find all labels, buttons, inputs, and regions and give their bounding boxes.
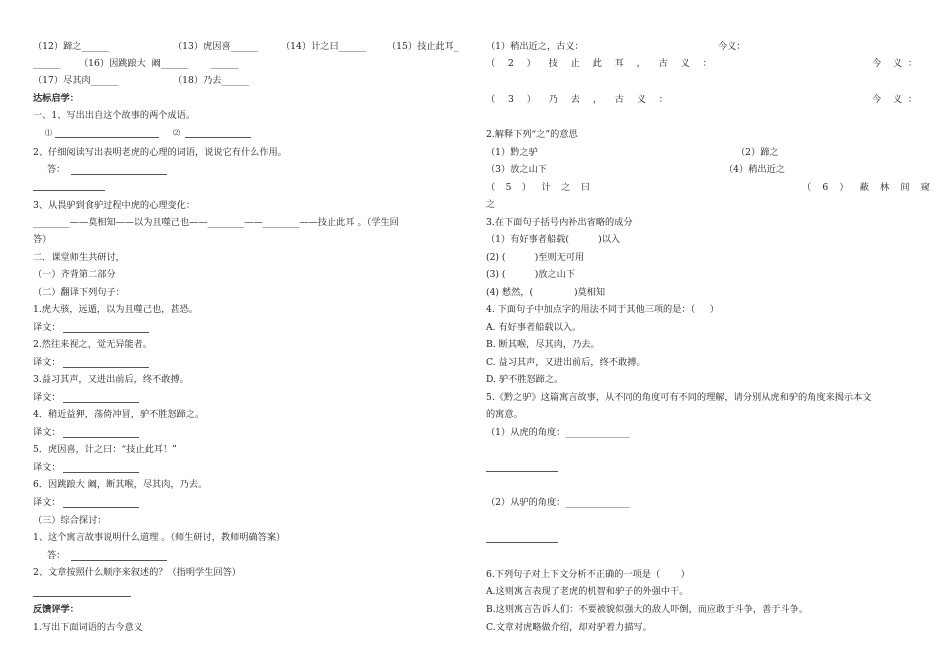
question-3: 3、从畏驴到食驴过程中虎的心理变化： <box>33 200 196 211</box>
text-char: 止 <box>570 58 580 69</box>
q3-chain: ________——莫相知——以为且噬己也——________——________——技止此耳 。（学生回 <box>33 217 399 228</box>
word-3-ancient <box>486 93 668 106</box>
feedback-1: 1.写出下面词语的古今意义 <box>33 622 143 633</box>
text-char: ） <box>521 182 532 193</box>
sentence-6: 6．因跳踉大 阚，断其喉，尽其肉，乃去。 <box>33 479 208 490</box>
row-17: （17）尽其肉______ <box>33 75 119 86</box>
answer-blank[interactable] <box>63 507 139 508</box>
omission-3: (3) ( )放之山下 <box>486 269 576 280</box>
text-char: 6 <box>822 182 829 193</box>
text-char: ） <box>526 94 536 105</box>
text-char: 此 <box>592 58 602 69</box>
option-b: B. 断其喉，尽其肉，乃去。 <box>486 339 600 350</box>
sentence-2: 2.然往来视之，觉无异能者。 <box>33 339 153 350</box>
answer-blank[interactable] <box>63 437 139 438</box>
part-2-item-3: （三）综合探讨： <box>33 515 107 526</box>
text-char: 蔽 <box>859 182 869 193</box>
answer-label: 答： <box>47 164 66 175</box>
text-char: 2 <box>508 58 514 69</box>
row-16-extra: ______ <box>211 58 239 69</box>
answer-blank[interactable] <box>33 596 131 597</box>
answer-blank[interactable] <box>71 560 167 561</box>
discussion-1: 1、这个寓言故事说明什么道理 。（师生研讨，教师明确答案） <box>33 532 286 543</box>
text-char: 5 <box>505 182 512 193</box>
text-char: ， <box>636 58 646 69</box>
text-char: 古 <box>614 94 624 105</box>
text-char: ， <box>592 94 602 105</box>
text-char: 之 <box>561 182 571 193</box>
text-char: （ <box>486 58 496 69</box>
question-5-tail: 的寓意。 <box>486 409 523 420</box>
text-char: ： <box>702 58 712 69</box>
word-1-ancient: （1）稍出近之，古义： <box>486 41 584 52</box>
text-char: 窥 <box>920 182 930 193</box>
answer-blank[interactable] <box>63 402 139 403</box>
option-c: C.文章对虎略做介绍，却对驴着力描写。 <box>486 622 652 633</box>
row-16: （16）因跳踉大 阚______ <box>79 58 189 69</box>
translation-label: 译文： <box>33 392 61 403</box>
word-2-modern: 今 义 ： <box>872 58 918 69</box>
word-3-modern: 今 义 ： <box>872 94 918 105</box>
row-18: （18）乃去______ <box>173 75 250 86</box>
omission-2: (2) ( )至则无可用 <box>486 252 585 263</box>
sentence-1: 1.虎大骇，远遁，以为且噬己也，甚恐。 <box>33 304 198 315</box>
answer-blank[interactable] <box>55 137 159 138</box>
donkey-view: （2）从驴的角度：______________ <box>486 497 630 508</box>
question-5: 5.《黔之驴》这篇寓言故事，从不同的角度可有不同的理解，请分别从虎和驴的角度来揭示本文 <box>486 392 872 403</box>
word-2-ancient <box>486 57 712 70</box>
option-a: A. 有好事者船载以入。 <box>486 322 582 333</box>
zhi-item-6 <box>802 181 930 194</box>
answer-blank[interactable] <box>185 137 251 138</box>
part-2-heading: 二．课堂师生共研讨， <box>33 252 125 263</box>
text-char: 技 <box>548 58 558 69</box>
omission-4: (4) 憖然，( )莫相知 <box>486 287 606 298</box>
question-2: 2、仔细阅读写出表明老虎的心理的词语，说说它有什么作用。 <box>33 147 287 158</box>
text-char: 古 <box>658 58 668 69</box>
text-char: 林 <box>880 182 890 193</box>
option-b: B.这则寓言告诉人们：不要被貌似强大的敌人吓倒，而应敢于斗争，善于斗争。 <box>486 604 809 615</box>
text-char: 义 <box>636 94 646 105</box>
zhi-item-4: （4）稍出近之 <box>724 164 785 175</box>
part-2-item-2: （二）翻译下列句子： <box>33 287 125 298</box>
translation-label: 译文： <box>33 497 61 508</box>
omission-1: （1）有好事者船载( )以入 <box>486 234 621 245</box>
row-14: （14）计之曰______ <box>281 41 367 52</box>
question-1: 一、1、写出出自这个故事的两个成语。 <box>33 110 196 121</box>
answer-label: 答： <box>47 550 66 561</box>
text-char: 间 <box>900 182 910 193</box>
discussion-2: 2、文章按照什么顺序来叙述的？（指明学生回答） <box>33 567 241 578</box>
sentence-3: 3.益习其声，又进出前后，终不敢搏。 <box>33 374 189 385</box>
zhi-item-1: （1）黔之驴 <box>486 147 538 158</box>
q3-tail: 答） <box>33 234 52 245</box>
question-3: 3.在下面句子括号内补出省略的成分 <box>486 217 633 228</box>
answer-blank[interactable] <box>63 367 149 368</box>
zhi-item-3: （3）放之山下 <box>486 164 547 175</box>
option-d: D. 驴不胜怒蹄之。 <box>486 374 564 385</box>
zhi-item-5 <box>486 181 590 194</box>
sentence-5: 5．虎因喜，计之曰：“技止此耳！” <box>33 444 177 455</box>
answer-blank[interactable] <box>33 190 105 191</box>
answer-blank[interactable] <box>486 542 558 543</box>
part-2-item-1: （一）齐背第二部分 <box>33 269 116 280</box>
text-char: 计 <box>541 182 551 193</box>
zhi-item-2: （2）蹄之 <box>736 147 779 158</box>
tiger-view: （1）从虎的角度：______________ <box>486 427 630 438</box>
translation-label: 译文： <box>33 462 61 473</box>
text-char: 去 <box>570 94 580 105</box>
question-2: 2.解释下列“之”的意思 <box>486 129 578 140</box>
answer-blank[interactable] <box>63 332 149 333</box>
word-1-modern: 今义： <box>718 41 746 52</box>
option-a: A.这则寓言表现了老虎的机智和驴子的外强中干。 <box>486 586 689 597</box>
text-char: 耳 <box>614 58 624 69</box>
text-char: 义 <box>680 58 690 69</box>
row-15: （15）技止此耳_ <box>387 41 459 52</box>
answer-blank[interactable] <box>71 174 167 175</box>
section-heading: 反馈评学： <box>33 604 79 615</box>
text-char: 3 <box>508 94 514 105</box>
answer-blank[interactable] <box>63 472 139 473</box>
translation-label: 译文： <box>33 357 61 368</box>
row-12: （12）蹄之______ <box>33 41 110 52</box>
option-c: C. 益习其声，又进出前后，终不敢搏。 <box>486 357 646 368</box>
text-char: 曰 <box>580 182 590 193</box>
sentence-4: 4．稍近益狎，荡倚冲冒，驴不胜怒蹄之。 <box>33 409 205 420</box>
question-4: 4. 下面句子中加点字的用法不同于其他三项的是：（ ） <box>486 304 719 315</box>
text-char: ） <box>526 58 536 69</box>
question-6: 6.下列句子对上下文分析不正确的一项是（ ） <box>486 569 690 580</box>
translation-label: 译文： <box>33 322 61 333</box>
row-16-blank: ______ <box>33 58 61 69</box>
text-char: ： <box>658 94 668 105</box>
text-char: ） <box>839 182 849 193</box>
answer-blank[interactable] <box>486 471 558 472</box>
text-char: （ <box>486 94 496 105</box>
translation-label: 译文： <box>33 427 61 438</box>
q1-label-1: ⑴ <box>45 129 52 137</box>
text-char: 乃 <box>548 94 558 105</box>
row-13: （13）虎因喜______ <box>173 41 259 52</box>
text-char: （ <box>802 182 812 193</box>
text-char: （ <box>486 182 496 193</box>
zhi-item-6-tail: 之 <box>486 199 496 210</box>
q1-label-2: ⑵ <box>173 129 180 137</box>
section-heading: 达标启学： <box>33 93 79 104</box>
